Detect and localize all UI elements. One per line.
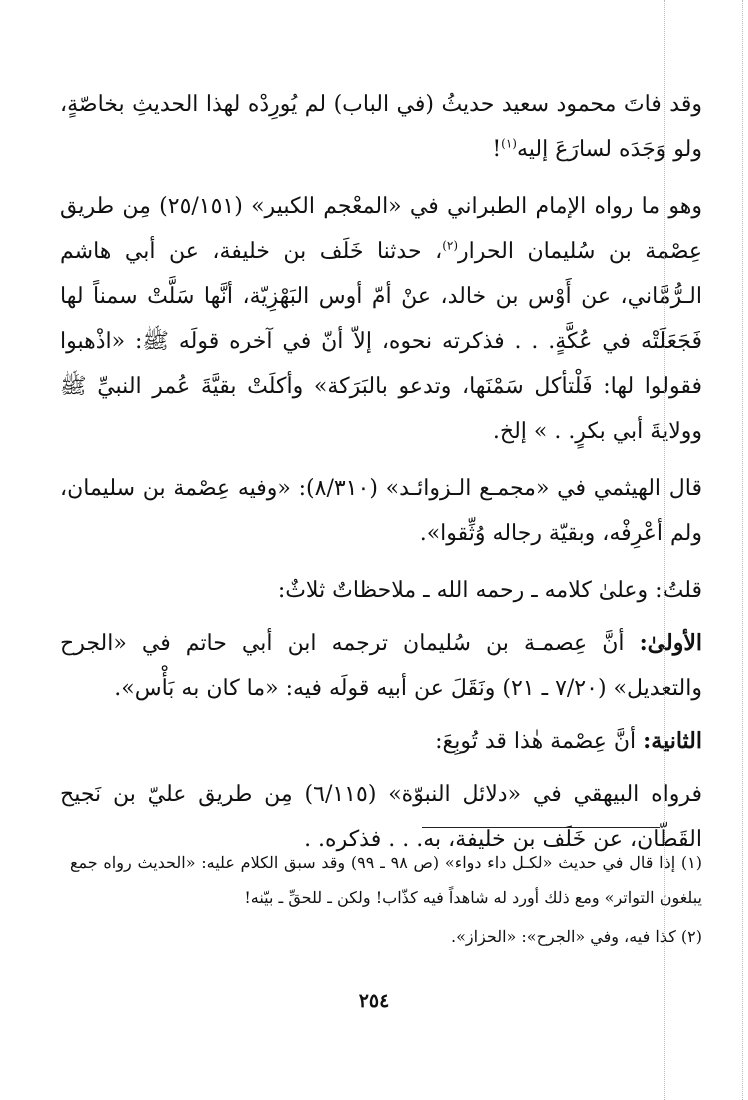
paragraph-2: وهو ما رواه الإمام الطبراني في «المعْجم الكبير» (٢٥/١٥١) مِن طريق عِصْمة بن سُليمان الحرار$^{(٢)}$، حدثنا خَلَف بن خليفة، عن أبي هاشم الـرُّمَّاني، عن أَوْس بن خالد، عنْ أمّ أوس البَهْزِيّة، أنَّها سَلَّتْ سمناً لها فَجَعَلَتْه في عُكَّةٍ. . . فذكرته نحوه، إلاّ أنّ في آخره قولَه ﷺ: «اذْهبوا فقولوا لها: فَلْتأكل سَمْنَها، وتدعو بالبَرَكة» وأكلَتْ بقيَّةَ عُمر النبيِّ ﷺ وولايةَ أبي بكرٍ. . » إلخ. <box>60 194 702 444</box>
label-second: الثانية: <box>643 728 702 754</box>
scan-artifact-edge <box>742 0 743 1100</box>
paragraph-3: قال الهيثمي في «مجمـع الـزوائـد» (٨/٣١٠): «وفيه عِصْمة بن سليمان، ولم أعْرِفْه، وبقيّة رجاله وُثِّقوا». <box>60 476 702 546</box>
footnote-ref-1[interactable]: (١) <box>501 136 517 151</box>
main-text <box>60 82 702 874</box>
paragraph-4: قلتُ: وعلىٰ كلامه ـ رحمه الله ـ ملاحظاتٌ ثلاثٌ: <box>277 578 702 603</box>
footnotes <box>70 845 702 954</box>
scan-artifact-line <box>664 0 665 1100</box>
footnote-divider <box>422 827 660 828</box>
paragraph-1: وقد فاتَ محمود سعيد حديثُ (في الباب) لم يُورِدْه لهذا الحديثِ بخاصّةٍ، ولو وَجَدَه لسارَعَ إليه$^{(١)}$! <box>60 92 702 162</box>
footnote-ref-2[interactable]: (٢) <box>442 238 459 253</box>
page-number: ٢٥٤ <box>358 990 390 1012</box>
footnote-1: (١) إذا قال في حديث «لكـل داء دواء» (ص ٩٨ ـ ٩٩) وقد سبق الكلام عليه: «الحديث رواه جمع يبلغون التواتر» ومع ذلك أورد له شاهداً فيه كذّاب! ولكن ـ للحقِّ ـ بيّنه! <box>70 853 702 907</box>
label-first: الأولىٰ: <box>639 630 703 656</box>
paragraph-6: الثانية: أنَّ عِصْمة هٰذا قد تُوبِعَ: <box>435 728 702 754</box>
paragraph-7: فرواه البيهقي في «دلائل النبوّة» (٦/١١٥) مِن طريق عليّ بن نَجيح القَطّان، عن خَلَف بن خليفة، به. . . فذكره. . <box>60 782 702 852</box>
footnote-2: (٢) كذا فيه، وفي «الجرح»: «الحزاز». <box>451 927 702 946</box>
paragraph-5: الأولىٰ: أنَّ عِصمـة بن سُليمان ترجمه ابن أبي حاتم في «الجرح والتعديل» (٧/٢٠ ـ ٢١) ونَقَلَ عن أبيه قولَه فيه: «ما كان به بَأْس». <box>60 630 703 701</box>
